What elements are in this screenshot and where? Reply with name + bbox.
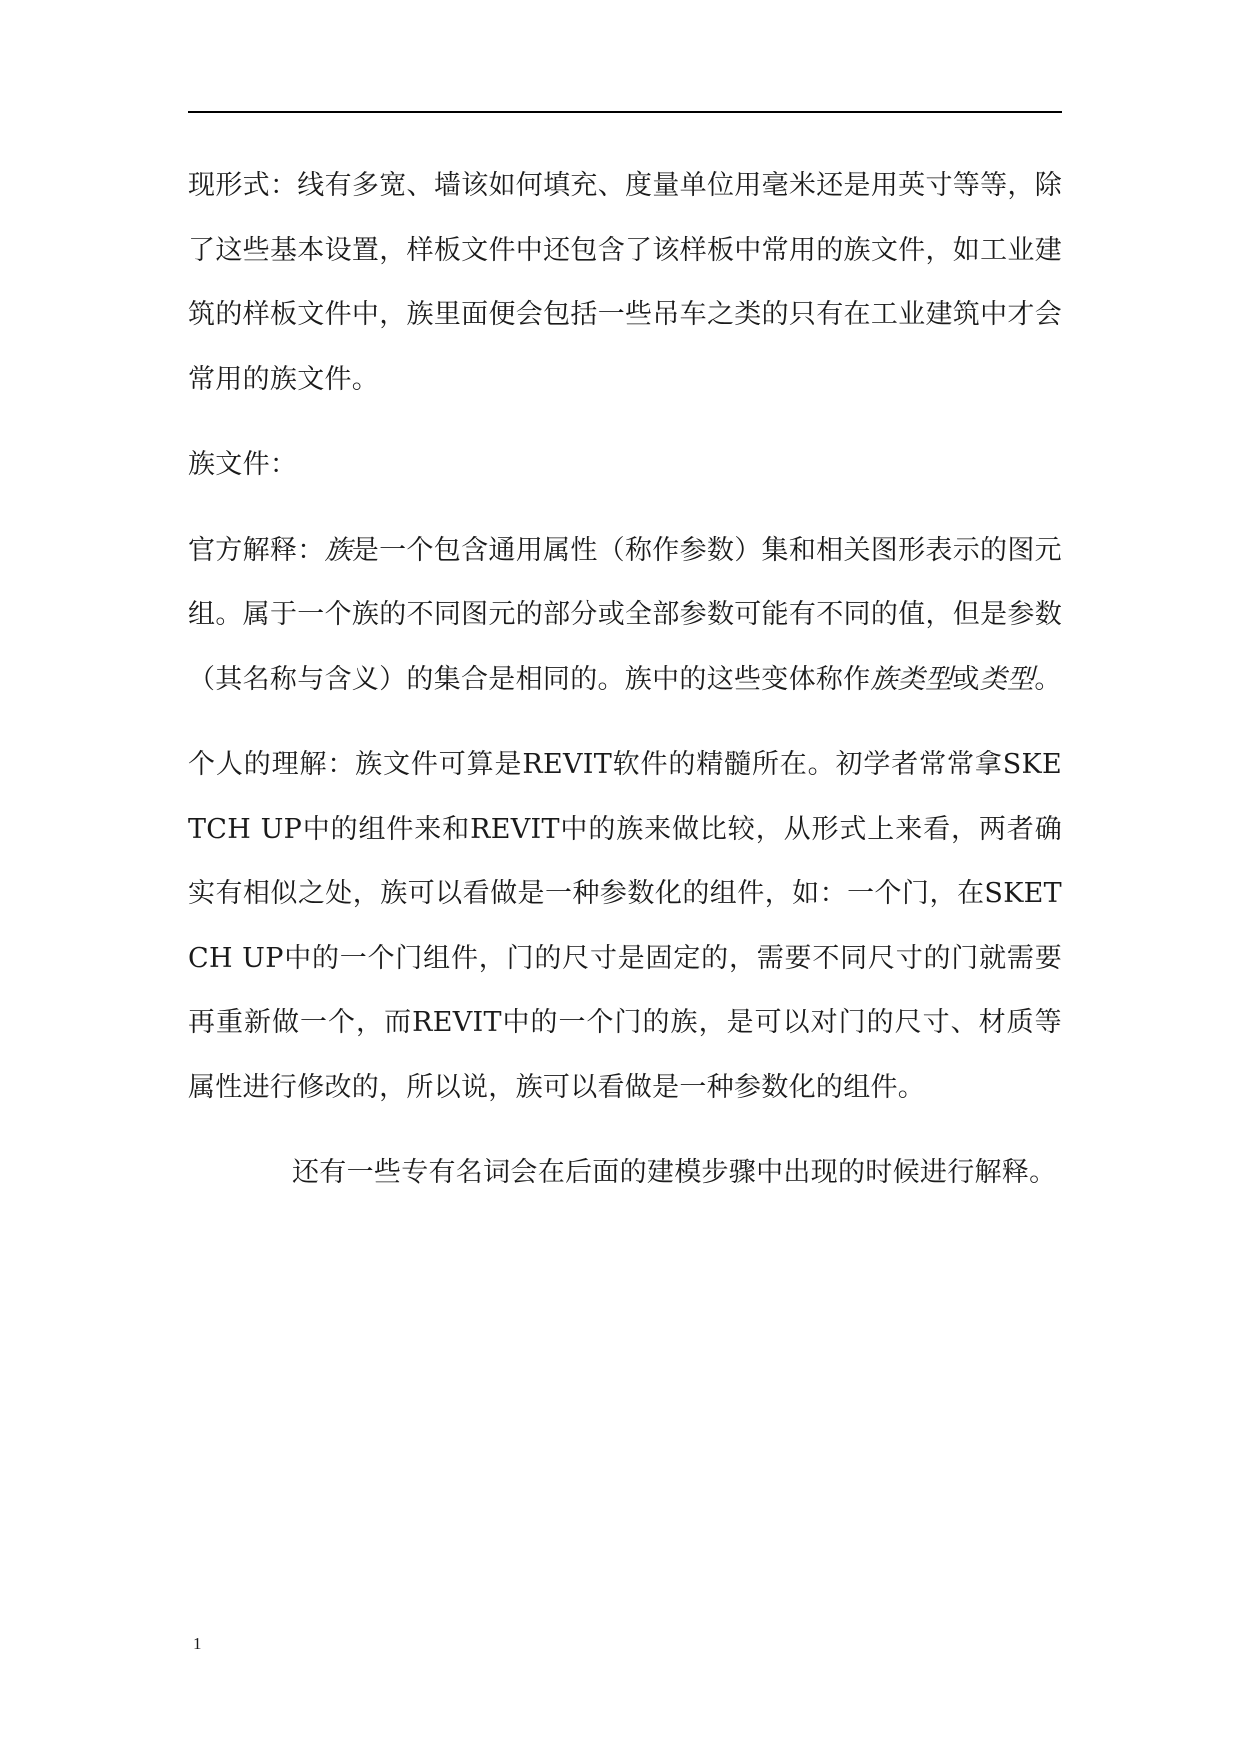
definition-body: 是一个包含通用属性（称作参数）集和相关图形表示的图元组。属于一个族的不同图元的部分或全部参数可能有不同的值，但是参数（其名称与含义）的集合是相同的。族中的这些变体称作	[188, 534, 1062, 695]
paragraph-closing-note: 还有一些专有名词会在后面的建模步骤中出现的时候进行解释。	[292, 1157, 1057, 1188]
definition-end: 。	[1034, 663, 1062, 695]
definition-joiner: 或	[952, 663, 980, 695]
page-number: 1	[193, 1634, 202, 1653]
paragraph-official-definition	[188, 519, 1062, 713]
term-type: 类型	[979, 663, 1035, 695]
definition-prefix: 官方解释：	[188, 534, 325, 566]
document-body	[188, 154, 1062, 1227]
paragraph-family-file-heading: 族文件：	[188, 449, 298, 480]
term-family: 族	[324, 534, 352, 566]
header-rule	[188, 111, 1062, 113]
term-family-type: 族类型	[870, 663, 953, 695]
paragraph-template-settings: 现形式：线有多宽、墙该如何填充、度量单位用毫米还是用英寸等等，除了这些基本设置，样板文件中还包含了该样板中常用的族文件，如工业建筑的样板文件中，族里面便会包括一些吊车之类的只有在工业建筑中才会常用的族文件。	[188, 170, 1062, 395]
paragraph-personal-understanding: 个人的理解：族文件可算是REVIT软件的精髓所在。初学者常常拿SKETCH UP中的组件来和REVIT中的族来做比较，从形式上来看，两者确实有相似之处，族可以看做是一种参数化的组件，如：一个门，在SKETCH UP中的一个门组件，门的尺寸是固定的，需要不同尺寸的门就需要再重新做一个，而REVIT中的一个门的族，是可以对门的尺寸、材质等属性进行修改的，所以说，族可以看做是一种参数化的组件。	[188, 749, 1062, 1103]
